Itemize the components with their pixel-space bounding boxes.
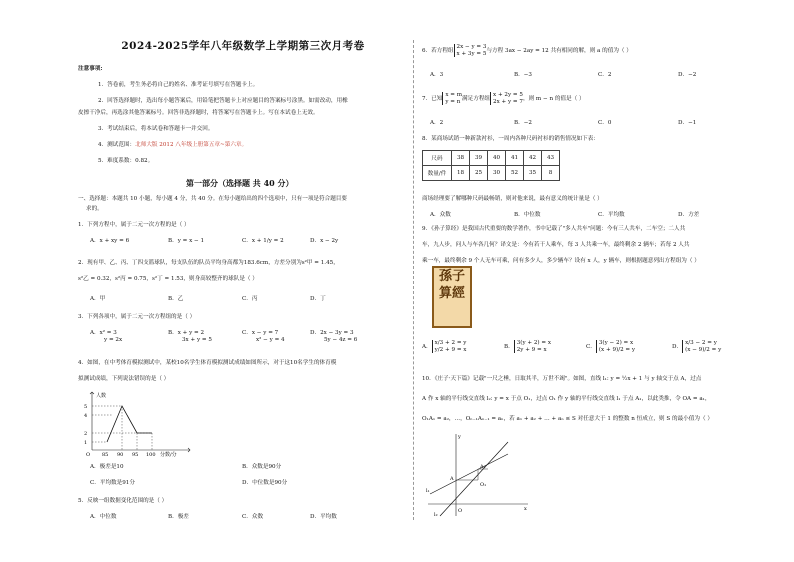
q2-stem-1: 2．现有甲、乙、丙、丁四支篮球队，每支队伍的队员平均身高都为183.6cm，方差分别为s²甲 = 1.45， [78, 260, 339, 266]
q3-a-line1: A．x² = 3 [90, 330, 117, 336]
q9-a-2: y/2 + 9 = x [434, 346, 467, 353]
q3-option-a [90, 330, 122, 344]
q10-label-x: x [524, 506, 527, 512]
table-cell: 41 [506, 151, 524, 166]
q3-a-line2: y = 2x [104, 337, 123, 343]
q6-option-b: B．−3 [514, 72, 532, 78]
q3-option-b [168, 330, 212, 344]
q9-d-system [682, 340, 721, 353]
q10-line-1: 10．《庄子·天下篇》记载"一尺之棰，日取其半，万世不竭"。如图，直线 l₁: y = ½x + 1 与 y 轴交于点 A，过点 [422, 376, 702, 382]
q6-stem-1: 6．若方程组 [422, 48, 454, 54]
q7-option-d: D．−1 [678, 120, 697, 126]
q1-option-a: A．x + xy = 6 [90, 238, 130, 244]
part1-intro-1: 一、选择题：本题共 10 小题，每小题 4 分，共 40 分。在每小题给出的四个选项中，只有一项是符合题目要 [78, 196, 347, 202]
table-row [423, 151, 560, 166]
q10-label-o1: O₁ [480, 482, 487, 488]
q7-solution [442, 92, 462, 105]
table-cell: 39 [470, 151, 488, 166]
q3-option-d [310, 330, 357, 344]
q10-line-l1 [430, 454, 508, 494]
table-cell: 52 [506, 166, 524, 181]
q1-option-c: C．x + 1/y = 2 [242, 238, 284, 244]
q7-option-a: A．2 [430, 120, 444, 126]
q6-stem [422, 44, 632, 57]
q10-label-a: A [450, 476, 454, 482]
q10-label-l1: l₁ [426, 488, 430, 494]
q7-stem-1: 7．已知 [422, 96, 443, 102]
exam-title: 2024-2025学年八年级数学上学期第三次月考卷 [121, 40, 365, 52]
q3-d-line1: D．2x − 3y = 3 [310, 330, 354, 336]
q8-option-d: D．方差 [678, 212, 700, 218]
q4-option-a: A．极差是10 [90, 464, 124, 470]
q5-option-d: D．平均数 [310, 514, 337, 520]
q8-row2-label: 数量/件 [423, 166, 452, 181]
q8-stem: 8．某商场试销一种新款衬衫，一周内各种尺码衬衫的销售情况如下表： [422, 136, 599, 142]
seal-line-1: 孫子 [438, 269, 465, 284]
note-2b: 皮擦干净后，再选涂其他答案标号。回答非选择题时，将答案写在答题卡上。写在本试卷上无效。 [78, 110, 319, 116]
q4-ylabel: 人数 [96, 393, 107, 399]
table-row [423, 166, 560, 181]
q7-sys-4: 2x + y = 7 [493, 98, 523, 105]
left-column [78, 0, 408, 562]
right-column [422, 0, 768, 562]
sunzi-suanjing-seal [432, 266, 472, 328]
q3-stem: 3．下列各项中，属于二元一次方程组的是（ ） [78, 314, 196, 320]
q6-option-a: A．3 [430, 72, 444, 78]
q8-size-table [422, 150, 560, 181]
q9-a-system [432, 340, 467, 353]
q5-option-a: A．中位数 [90, 514, 117, 520]
seal-line-2: 算經 [438, 286, 465, 301]
q8-row1-label: 尺码 [423, 151, 452, 166]
q1-option-d: D．x − 2y [310, 238, 339, 244]
q2-option-a: A．甲 [90, 296, 106, 302]
q10-line-3: O₁A₁ = a₂，…，Oₙ₋₁Aₙ₋₁ = aₙ，若 a₁ + a₂ + … + aₙ ≤ S 对任意大于 1 的整数 n 恒成立，则 S 的最小值为（ ） [422, 416, 713, 422]
q7-stem-3: ，则 m − n 的值是（ ） [522, 96, 585, 102]
q9-b-2: 2y + 9 = x [516, 346, 547, 353]
q9-a-label: A． [422, 344, 432, 350]
q9-b-label: B． [504, 344, 514, 350]
q4-xtick-85: 85 [102, 452, 109, 458]
note-3: 3．考试结束后，将本试卷和答题卡一并交回。 [98, 126, 214, 132]
q6-system [454, 44, 487, 57]
column-divider [413, 40, 414, 520]
q7-option-b: B．−2 [514, 120, 532, 126]
q9-d-1: x/3 − 2 = y [685, 340, 717, 346]
q8-option-c: C．平均数 [598, 212, 625, 218]
note-1: 1．答卷前，考生务必将自己的姓名、准考证号填写在答题卡上。 [98, 82, 259, 88]
note-2a: 2．回答选择题时，选出每小题答案后，用铅笔把答题卡上对应题目的答案标号涂黑。如需改动，用橡 [98, 98, 348, 104]
q9-line-3: 乘一车，最终剩余 9 个人无车可乘，问有多少人，多少辆车？设有 x 人，y 辆车，则根据题意列出方程组为（ ） [422, 258, 700, 264]
q1-stem: 1．下列方程中，属于二元一次方程的是（ ） [78, 222, 190, 228]
q3-option-c [242, 330, 285, 344]
q9-option-a [422, 340, 466, 353]
table-cell: 18 [452, 166, 470, 181]
q9-c-system [596, 340, 635, 353]
q4-option-b: B．众数是90分 [242, 464, 282, 470]
q5-option-b: B．极差 [168, 514, 189, 520]
q7-stem-2: 满足方程组 [462, 96, 491, 102]
q10-label-y: y [458, 434, 461, 440]
q7-sys-1: x = m [445, 92, 463, 98]
notes-heading: 注意事项: [78, 66, 103, 72]
q10-label-l2: l₂ [434, 512, 438, 518]
q9-line-2: 车，九人步，问人与车各几何？译文是：今有若干人乘车，每 3 人共乘一车，最终剩余 2 辆车；若每 2 人共 [422, 242, 690, 248]
q8-option-b: B．中位数 [514, 212, 541, 218]
q9-a-1: x/3 + 2 = y [434, 340, 467, 346]
q2-option-c: C．丙 [242, 296, 258, 302]
q9-option-c [586, 340, 635, 353]
q9-c-2: (x + 9)/2 = y [598, 346, 636, 353]
q2-stem-2: s²乙 = 0.32，s²丙 = 0.75，s²丁 = 1.53，则身高较整齐的球队是（ ） [78, 276, 258, 282]
q4-stem-2: 拟测试成绩，下列说法错误的是（ ） [78, 376, 170, 382]
table-cell: 43 [542, 151, 560, 166]
q6-option-d: D．−2 [678, 72, 697, 78]
q4-ytick-2: 2 [84, 431, 88, 437]
note-4 [98, 142, 247, 149]
q5-stem: 5．反映一组数据变化范围的是（ ） [78, 498, 168, 504]
q9-option-b [504, 340, 551, 353]
table-cell: 30 [488, 166, 506, 181]
q6-sys-1: 2x − y = 3 [456, 44, 487, 50]
q7-system [490, 92, 523, 105]
q6-stem-2: 与方程 3ax − 2ay = 12 共有相同的解，则 a 的值为（ ） [486, 48, 632, 54]
q4-option-c: C．平均数是91分 [90, 480, 135, 486]
q8-option-a: A．众数 [430, 212, 451, 218]
q2-option-b: B．乙 [168, 296, 184, 302]
note-5: 5．难度系数：0.82。 [98, 158, 154, 164]
q4-xtick-100: 100 [146, 452, 156, 458]
q3-c-line1: C．x − y = 7 [242, 330, 279, 336]
q9-d-label: D． [672, 344, 683, 350]
q4-origin: O [86, 452, 91, 458]
q4-xtick-90: 90 [117, 452, 124, 458]
q4-ytick-5: 5 [84, 404, 88, 410]
q4-line-series [107, 406, 152, 442]
table-cell: 25 [470, 166, 488, 181]
table-cell: 8 [542, 166, 560, 181]
q9-b-system [514, 340, 551, 353]
table-cell: 40 [488, 151, 506, 166]
part1-heading: 第一部分（选择题 共 40 分） [186, 178, 294, 188]
q4-xtick-95: 95 [132, 452, 139, 458]
note-4-range: 北师大版 2012 八年级上册第五章~第六章。 [135, 142, 248, 148]
q7-stem [422, 92, 585, 105]
q4-option-d: D．中位数是90分 [242, 480, 288, 486]
note-4-prefix: 4．测试范围： [98, 142, 136, 148]
q4-score-chart [80, 388, 200, 458]
q9-b-1: 3(y + 2) = x [516, 340, 552, 346]
q9-c-label: C． [586, 344, 596, 350]
q4-xlabel: 分数/分 [160, 452, 177, 458]
q3-b-line1: B．x + y = 2 [168, 330, 205, 336]
q1-option-b: B．y = x − 1 [168, 238, 205, 244]
q4-stem-1: 4．如图，在中考体育模拟测试中，某校10名学生体育模拟测试成绩如图所示，对于这10名学生的体育模 [78, 360, 337, 366]
q9-d-2: (x − 9)/2 = y [685, 346, 722, 353]
q3-c-line2: x² − y = 4 [256, 337, 285, 343]
q9-line-1: 9．《孙子算经》是我国古代重要的数学著作，书中记载了"多人共车"问题：今有三人共车，二车空；二人共 [422, 226, 686, 232]
q9-option-d [672, 340, 721, 353]
q7-option-c: C．0 [598, 120, 612, 126]
table-cell: 35 [524, 166, 542, 181]
table-cell: 42 [524, 151, 542, 166]
q2-option-d: D．丁 [310, 296, 326, 302]
q4-ytick-1: 1 [84, 440, 88, 446]
q6-sys-2: x + 3y = 5 [456, 50, 487, 57]
q5-option-c: C．众数 [242, 514, 264, 520]
q7-sys-2: y = n [445, 98, 461, 105]
part1-intro-2: 求的。 [86, 206, 103, 212]
q6-option-c: C．2 [598, 72, 612, 78]
q9-c-1: 3(y − 2) = x [598, 340, 634, 346]
q3-d-line2: 5y − 4z = 6 [324, 337, 358, 343]
q4-ytick-4: 4 [84, 413, 88, 419]
q3-b-line2: 3x + y = 5 [182, 337, 212, 343]
q10-line-2: A 作 x 轴的平行线交直线 l₂: y = x 于点 O₁，过点 O₁ 作 y 轴的平行线交直线 l₁ 于点 A₁，以此类推，令 OA = a₁， [422, 396, 711, 402]
q10-label-a1: A₁ [480, 464, 486, 470]
q7-sys-3: x + 2y = 5 [493, 92, 523, 98]
q8-question: 商场经理要了解哪种尺码最畅销，则对他来说，最有意义的统计量是（ ） [422, 196, 603, 202]
table-cell: 38 [452, 151, 470, 166]
q10-label-o: O [458, 508, 463, 514]
q10-line-diagram [424, 432, 534, 518]
